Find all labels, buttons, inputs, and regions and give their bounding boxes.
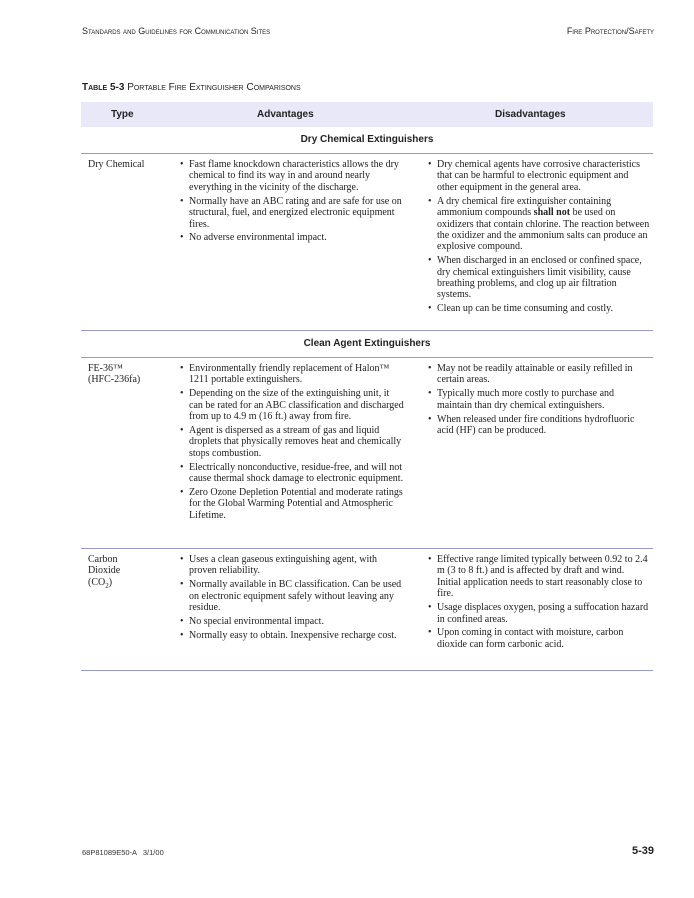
type-cell [88, 363, 168, 386]
section-clean-agent: Clean Agent Extinguishers [81, 331, 653, 358]
text: ) [108, 576, 113, 588]
table-row [81, 154, 653, 331]
list-item: • No special environmental impact. [180, 616, 405, 627]
list-item: • When discharged in an enclosed or confined space, dry chemical extinguishers limit visibility, cause breathing problems, and clog up air filtration systems. [428, 255, 650, 301]
list-item: • When released under fire conditions hydrofluoric acid (HF) can be produced. [428, 414, 650, 437]
emphasis: shall not [533, 207, 571, 219]
subscript: 2 [105, 581, 109, 590]
list-item: • Typically much more costly to purchase and maintain than dry chemical extinguishers. [428, 388, 650, 411]
running-header-left: Standards and Guidelines for Communication Sites [82, 26, 271, 36]
text: A dry chemical fire extinguisher containing ammonium compounds [437, 195, 612, 219]
advantages-list [180, 159, 405, 246]
table-row [81, 549, 653, 671]
advantages-list [180, 363, 405, 524]
text: (CO [88, 576, 106, 588]
text: be used on oxidizers that contain chlorine. The reaction between the oxidizer and the ammonium salts can produce an explosive compound. [437, 207, 650, 253]
list-item: • Depending on the size of the extinguishing unit, it can be rated for an ABC classification and discharged from up to 4.9 m (16 ft.) away from fire. [180, 388, 405, 422]
list-item: • Agent is dispersed as a stream of gas and liquid droplets that physically removes heat and chemically stops combustion. [180, 425, 405, 459]
table-header [81, 102, 653, 127]
running-header-right: Fire Protection/Safety [566, 26, 654, 36]
disadvantages-list [428, 159, 650, 317]
list-item: • No adverse environmental impact. [180, 232, 405, 243]
list-item: • Electrically nonconductive, residue-free, and will not cause thermal shock damage to electronic equipment. [180, 462, 405, 485]
list-item: • Zero Ozone Depletion Potential and moderate ratings for the Global Warming Potential and Atmospheric Lifetime. [180, 487, 405, 521]
list-item: • Normally have an ABC rating and are safe for use on structural, fuel, and energized electronic equipment fires. [180, 196, 405, 230]
advantages-list [180, 554, 405, 644]
col-advantages: Advantages [257, 109, 314, 120]
col-disadvantages: Disadvantages [495, 109, 566, 120]
list-item: • Fast flame knockdown characteristics allows the dry chemical to find its way in and around nearly everything in the vicinity of the discharge. [180, 159, 405, 193]
text: (HFC-236fa) [88, 374, 141, 386]
list-item [428, 196, 650, 253]
table-label: Table 5-3 [82, 82, 125, 93]
list-item: • Normally easy to obtain. Inexpensive recharge cost. [180, 630, 405, 641]
section-dry-chemical: Dry Chemical Extinguishers [81, 127, 653, 154]
list-item: • Upon coming in contact with moisture, carbon dioxide can form carbonic acid. [428, 627, 650, 650]
list-item: • Effective range limited typically between 0.92 to 2.4 m (3 to 8 ft.) and is affected by draft and wind. Initial application needs to start reasonably close to fire. [428, 554, 650, 600]
list-item: • Normally available in BC classification. Can be used on electronic equipment safely without leaving any residue. [180, 579, 405, 613]
col-type: Type [111, 109, 134, 120]
list-item: • Dry chemical agents have corrosive characteristics that can be harmful to electronic equipment and other equipment in the general area. [428, 159, 650, 193]
comparison-table [81, 102, 653, 671]
disadvantages-list [428, 554, 650, 653]
list-item: • Usage displaces oxygen, posing a suffocation hazard in confined areas. [428, 602, 650, 625]
list-item: • Clean up can be time consuming and costly. [428, 303, 650, 314]
list-item: • Environmentally friendly replacement of Halon™ 1211 portable extinguishers. [180, 363, 405, 386]
type-cell [88, 554, 168, 592]
table-caption [82, 82, 301, 93]
text: Carbon [88, 554, 118, 565]
document-id: 68P81089E50-A 3/1/00 [82, 848, 164, 857]
table-title: Portable Fire Extinguisher Comparisons [127, 82, 301, 93]
disadvantages-list [428, 363, 650, 439]
text: Dioxide [88, 565, 121, 577]
table-row [81, 358, 653, 549]
type-cell: Dry Chemical [88, 159, 145, 170]
list-item: • Uses a clean gaseous extinguishing agent, with proven reliability. [180, 554, 405, 577]
page-number: 5-39 [631, 845, 654, 857]
list-item: • May not be readily attainable or easily refilled in certain areas. [428, 363, 650, 386]
text: FE-36™ [88, 363, 123, 374]
